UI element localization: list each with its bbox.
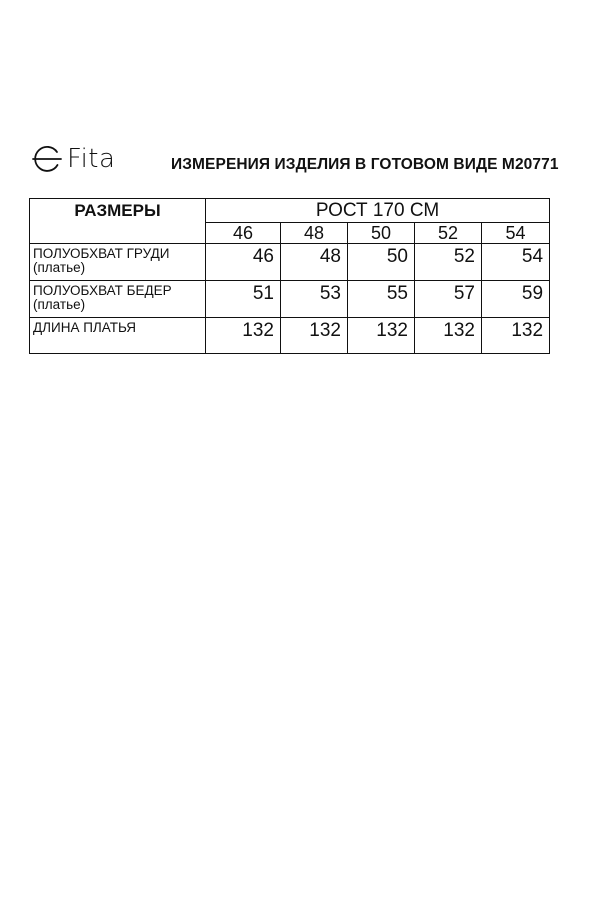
row-sublabel: (платье) [33, 297, 86, 313]
value-cell: 48 [281, 244, 348, 281]
row-label-cell [30, 318, 206, 354]
value-cell: 51 [206, 281, 281, 318]
value-cell: 132 [415, 318, 482, 354]
row-label: ДЛИНА ПЛАТЬЯ [33, 320, 136, 335]
value-cell: 46 [206, 244, 281, 281]
size-chart-table [29, 198, 550, 354]
table-row [30, 281, 550, 318]
row-label: ПОЛУОБХВАТ БЕДЕР [33, 283, 172, 298]
value-cell: 55 [348, 281, 415, 318]
value-cell: 132 [281, 318, 348, 354]
size-header-cell: 52 [415, 223, 482, 244]
row-sublabel: (платье) [33, 260, 86, 276]
value-cell: 132 [482, 318, 550, 354]
value-cell: 132 [206, 318, 281, 354]
size-header-cell: 46 [206, 223, 281, 244]
size-header-cell: 50 [348, 223, 415, 244]
row-label-cell [30, 281, 206, 318]
height-header: РОСТ 170 СМ [206, 199, 550, 223]
value-cell: 50 [348, 244, 415, 281]
value-cell: 57 [415, 281, 482, 318]
value-cell: 132 [348, 318, 415, 354]
theta-circle-logo-icon [30, 142, 64, 176]
document-title: ИЗМЕРЕНИЯ ИЗДЕЛИЯ В ГОТОВОМ ВИДЕ М20771 [171, 156, 559, 173]
value-cell: 54 [482, 244, 550, 281]
table-row [30, 318, 550, 354]
value-cell: 59 [482, 281, 550, 318]
brand-logo [30, 139, 115, 179]
value-cell: 52 [415, 244, 482, 281]
table-row [30, 244, 550, 281]
value-cell: 53 [281, 281, 348, 318]
sizes-header: РАЗМЕРЫ [30, 199, 206, 244]
row-label-cell [30, 244, 206, 281]
size-header-cell: 48 [281, 223, 348, 244]
brand-name: Fita [67, 144, 116, 174]
size-header-cell: 54 [482, 223, 550, 244]
row-label: ПОЛУОБХВАТ ГРУДИ [33, 246, 170, 261]
